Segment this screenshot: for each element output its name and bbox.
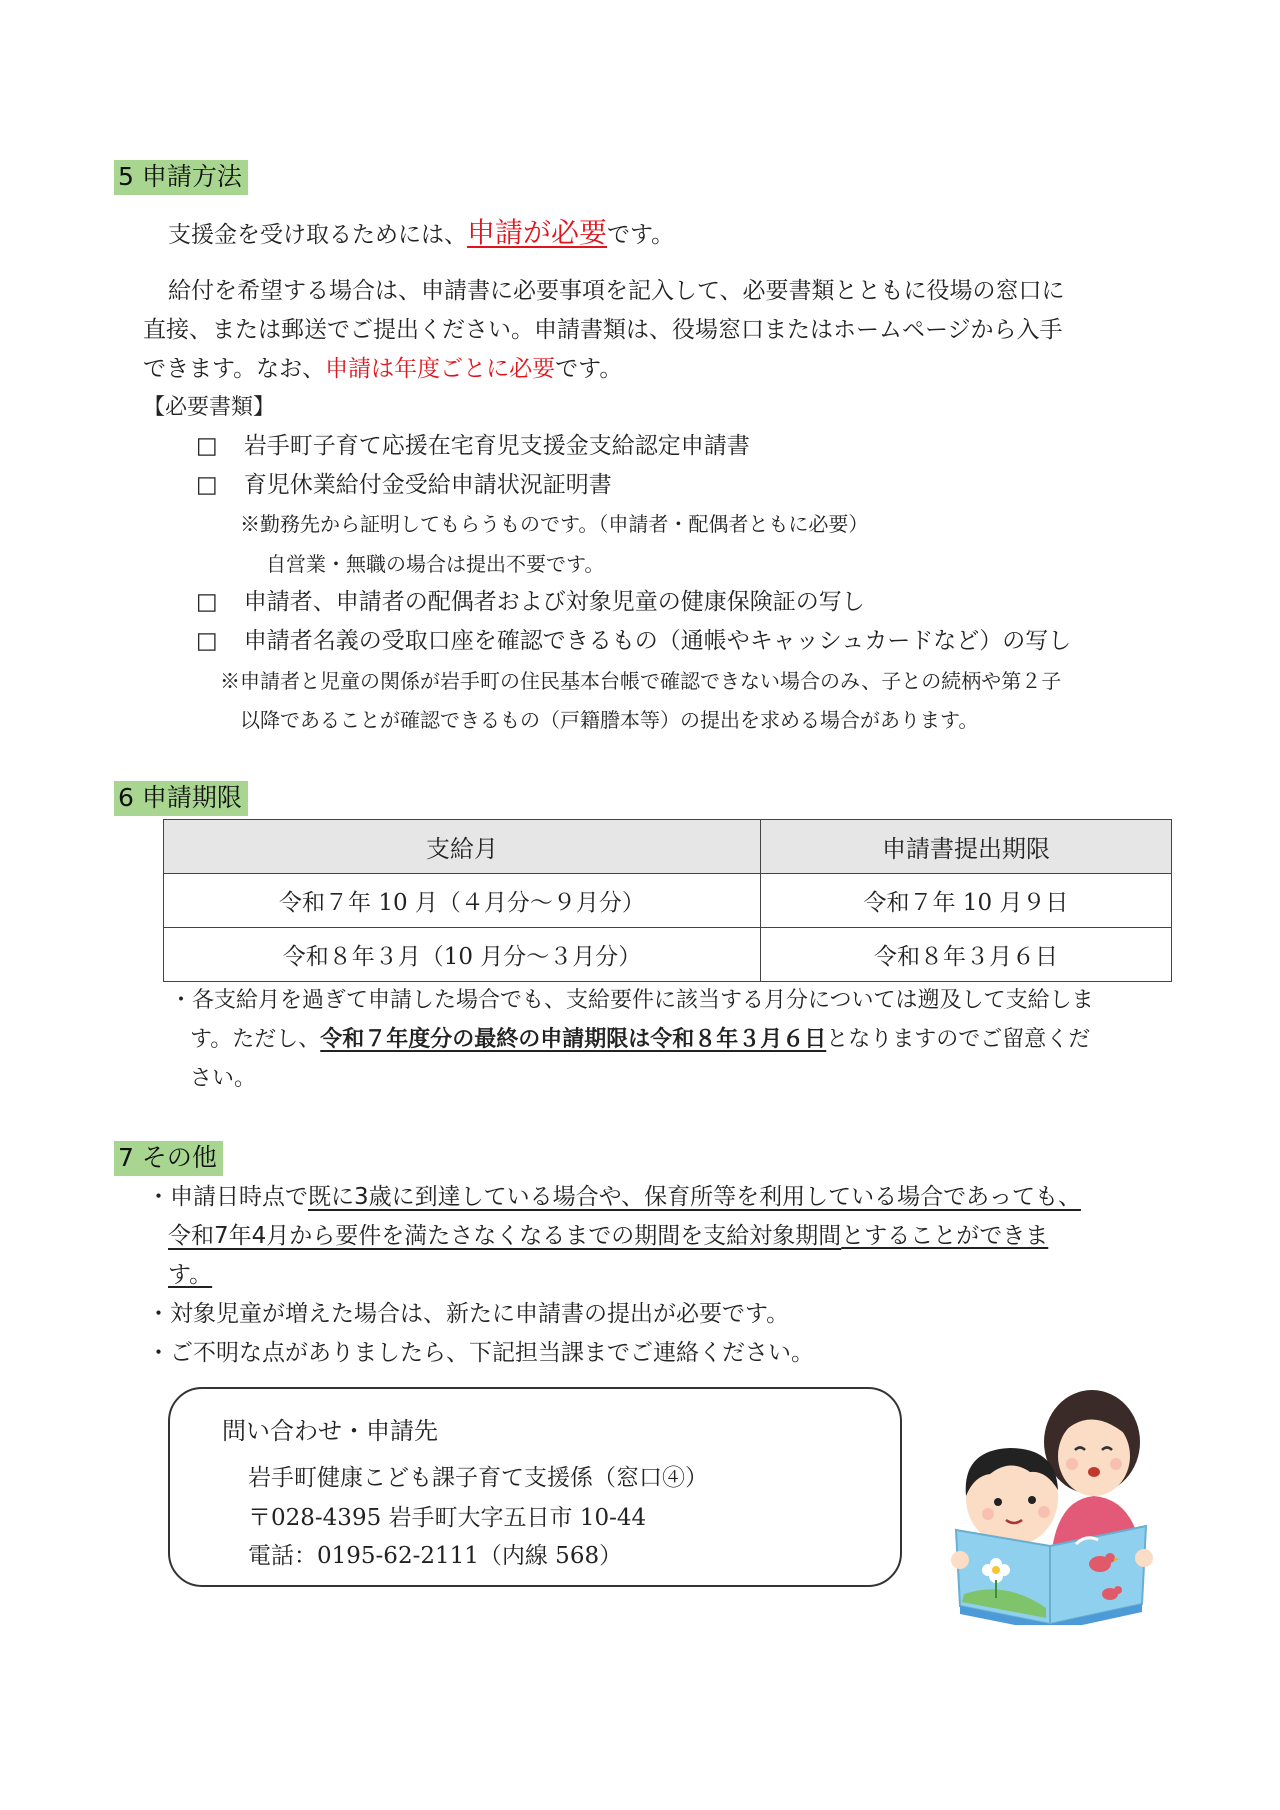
mother-hand — [1135, 1549, 1153, 1567]
doc-item-2-note-1: ※勤務先から証明してもらうものです。（申請者・配偶者ともに必要） — [240, 512, 869, 536]
doc-item-4-note-2: 以降であることが確認できるもの（戸籍謄本等）の提出を求める場合があります。 — [240, 708, 979, 732]
other-bullet-1-line-3 — [168, 1258, 212, 1292]
doc-item-2-note-2: 自営業・無職の場合は提出不要です。 — [266, 552, 605, 576]
docs-heading: 【必要書類】 — [143, 395, 276, 420]
deadline-emphasis: 令和７年度分の最終の申請期限は令和８年３月６日 — [320, 1027, 827, 1052]
p1-l3-post: です。 — [555, 356, 623, 382]
section-7-heading: 7 その他 — [114, 1141, 223, 1176]
deadline-note-line-1: ・各支給月を過ぎて申請した場合でも、支給要件に該当する月分については遡及して支給しま — [170, 988, 1094, 1013]
table-cell: 令和８年３月６日 — [761, 928, 1172, 982]
b1-post: とすることができま — [841, 1223, 1049, 1249]
checkbox-icon: □ — [196, 628, 218, 654]
doc-item-4-note-1: ※申請者と児童の関係が岩手町の住民基本台帳で確認できない場合のみ、子との続柄や第２子 — [220, 669, 1062, 693]
table-header-row — [164, 820, 1172, 874]
table-header: 申請書提出期限 — [761, 820, 1172, 874]
table-header: 支給月 — [164, 820, 761, 874]
contact-phone: 電話：0195-62-2111（内線 568） — [248, 1543, 623, 1569]
book-icon — [956, 1526, 1146, 1625]
other-bullet-1-line-1 — [147, 1180, 1081, 1214]
b1-pre: ・申請日時点で — [147, 1184, 308, 1210]
doc-item-2 — [196, 468, 612, 502]
child-hand — [951, 1551, 969, 1569]
intro-pre: 支援金を受け取るためには、 — [168, 222, 467, 248]
checkbox-icon: □ — [196, 433, 218, 459]
doc-item-3 — [196, 585, 865, 619]
intro-line — [168, 216, 674, 252]
b1-l3: す。 — [168, 1262, 213, 1288]
deadline-note-line-2 — [190, 1023, 1090, 1057]
section-5-heading: 5 申請方法 — [114, 160, 248, 195]
note-l2-pre: す。ただし、 — [190, 1027, 321, 1052]
deadline-note-line-3: さい。 — [190, 1066, 257, 1091]
section-6-heading: 6 申請期限 — [114, 781, 248, 816]
p1-l3-pre: できます。なお、 — [143, 356, 326, 382]
paragraph-line-2: 直接、または郵送でご提出ください。申請書類は、役場窓口またはホームページから入手 — [143, 317, 1063, 343]
checkbox-icon: □ — [196, 472, 218, 498]
contact-office: 岩手町健康こども課子育て支援係（窓口④） — [248, 1465, 708, 1491]
contact-box — [168, 1387, 902, 1587]
doc-item-2-label: 育児休業給付金受給申請状況証明書 — [243, 472, 612, 498]
doc-item-4 — [196, 624, 1071, 658]
doc-item-1 — [196, 429, 750, 463]
other-bullet-1-line-2 — [168, 1219, 1048, 1253]
b1-emphasis-2: 令和7年4月から要件を満たさなくなるまでの期間を支給対象期間 — [168, 1223, 842, 1249]
contact-title: 問い合わせ・申請先 — [222, 1417, 438, 1445]
checkbox-icon: □ — [196, 589, 218, 615]
doc-item-4-label: 申請者名義の受取口座を確認できるもの（通帳やキャッシュカードなど）の写し — [243, 628, 1072, 654]
other-bullet-3: ・ご不明な点がありましたら、下記担当課までご連絡ください。 — [147, 1340, 814, 1366]
table-row — [164, 874, 1172, 928]
reading-family-illustration — [950, 1380, 1155, 1625]
doc-item-1-label: 岩手町子育て応援在宅育児支援金支給認定申請書 — [243, 433, 750, 459]
table-cell: 令和８年３月（10 月分～３月分） — [164, 928, 761, 982]
other-bullet-2: ・対象児童が増えた場合は、新たに申請書の提出が必要です。 — [147, 1301, 790, 1327]
paragraph-line-1: 給付を希望する場合は、申請書に必要事項を記入して、必要書類とともに役場の窓口に — [168, 278, 1065, 304]
intro-emphasis: 申請が必要 — [467, 216, 608, 249]
note-l2-post: となりますのでご留意くだ — [826, 1027, 1091, 1052]
doc-item-3-label: 申請者、申請者の配偶者および対象児童の健康保険証の写し — [243, 589, 865, 615]
b1-emphasis-1: 既に3歳に到達している場合や、保育所等を利用している場合であっても、 — [308, 1184, 1081, 1210]
table-cell: 令和７年 10 月９日 — [761, 874, 1172, 928]
paragraph-line-3 — [143, 352, 622, 386]
deadline-table — [163, 819, 1172, 982]
table-row — [164, 928, 1172, 982]
p1-l3-emphasis: 申請は年度ごとに必要 — [325, 356, 556, 382]
intro-post: です。 — [607, 222, 675, 248]
contact-address: 〒028-4395 岩手町大字五日市 10-44 — [248, 1505, 647, 1531]
table-cell: 令和７年 10 月（４月分～９月分） — [164, 874, 761, 928]
